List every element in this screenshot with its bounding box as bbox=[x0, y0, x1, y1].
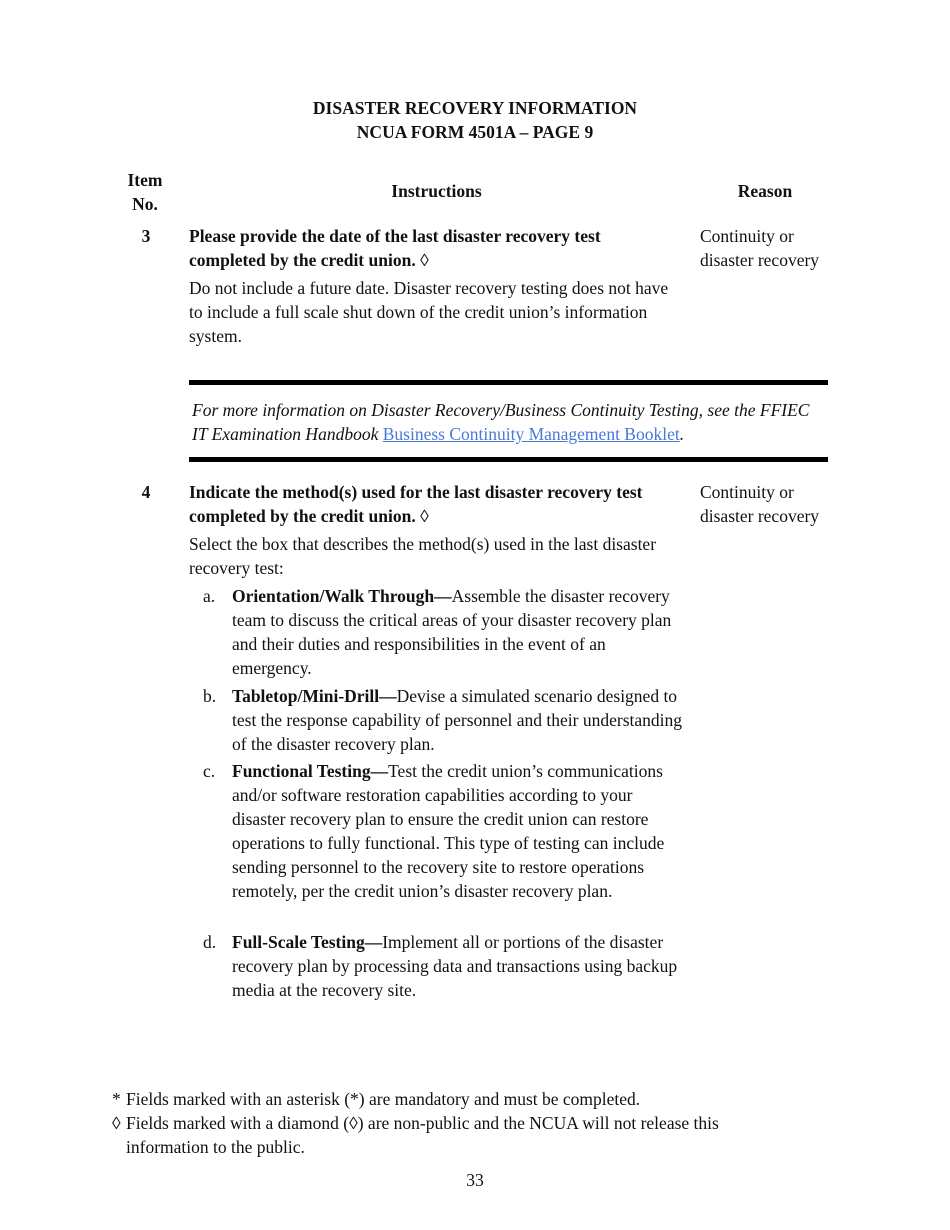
business-continuity-link[interactable]: Business Continuity Management Booklet bbox=[382, 424, 680, 444]
option-text: Full-Scale Testing—Implement all or portions of the disaster recovery plan by processing data and transactions using backup media at the recovery site. bbox=[232, 932, 678, 1000]
note-bottom-rule bbox=[189, 457, 828, 462]
item-3-number: 3 bbox=[141, 226, 151, 246]
item-4-reason: Continuity or disaster recovery bbox=[700, 482, 820, 526]
option-text: Orientation/Walk Through—Assemble the disaster recovery team to discuss the critical areas of your disaster recovery plan and their duties and responsibilities in the event of an emergency. bbox=[232, 586, 672, 678]
option-text: Functional Testing—Test the credit union’s communications and/or software restoration capabilities according to your disaster recovery plan to ensure the credit union can restore operations to fully functional. This type of testing can include sending personnel to the recovery site to restore operations remotely, per the credit union’s disaster recovery plan. bbox=[232, 761, 665, 901]
column-header-instructions: Instructions bbox=[391, 181, 482, 201]
option-letter: b. bbox=[203, 686, 217, 706]
diamond-footnote-text: Fields marked with a diamond (◊) are non-public and the NCUA will not release this information to the public. bbox=[126, 1113, 719, 1157]
item-3-question: Please provide the date of the last disaster recovery test completed by the credit union. ◊ bbox=[189, 226, 601, 270]
option-letter: a. bbox=[203, 586, 216, 606]
page-title bbox=[0, 96, 950, 144]
title-line-1: DISASTER RECOVERY INFORMATION bbox=[312, 98, 638, 118]
column-header-item-no: Item No. bbox=[127, 170, 163, 214]
column-header-reason: Reason bbox=[737, 181, 793, 201]
item-4-number: 4 bbox=[141, 482, 151, 502]
option-text: Tabletop/Mini-Drill—Devise a simulated scenario designed to test the response capability of personnel and their understanding of the disaster recovery plan. bbox=[232, 686, 683, 754]
diamond-symbol: ◊ bbox=[112, 1113, 121, 1133]
option-letter: c. bbox=[203, 761, 216, 781]
note-top-rule bbox=[189, 380, 828, 385]
title-line-2: NCUA FORM 4501A – PAGE 9 bbox=[356, 122, 594, 142]
asterisk-symbol: * bbox=[112, 1089, 121, 1109]
item-3-reason: Continuity or disaster recovery bbox=[700, 226, 820, 270]
asterisk-footnote-text: Fields marked with an asterisk (*) are mandatory and must be completed. bbox=[126, 1089, 641, 1109]
option-letter: d. bbox=[203, 932, 217, 952]
page-number: 33 bbox=[466, 1170, 484, 1190]
more-info-note: For more information on Disaster Recovery/Business Continuity Testing, see the FFIEC IT Examination Handbook Business Continuity Management Booklet. bbox=[192, 400, 810, 444]
item-4-detail: Select the box that describes the method(s) used in the last disaster recovery test: bbox=[189, 534, 657, 578]
item-3-detail: Do not include a future date. Disaster recovery testing does not have to include a full scale shut down of the credit union’s information system. bbox=[189, 278, 669, 346]
item-4-question: Indicate the method(s) used for the last disaster recovery test completed by the credit union. ◊ bbox=[189, 482, 643, 526]
